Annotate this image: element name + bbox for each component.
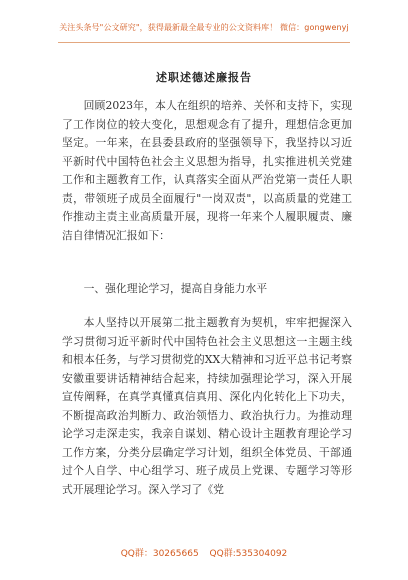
footer-qq-group-1: QQ群：30265665 [120,549,199,559]
footer-qq-group-2: QQ群:535304092 [209,549,288,559]
footer-contact [0,546,408,559]
header-divider [58,42,350,43]
section-paragraph: 本人坚持以开展第二批主题教育为契机，牢牢把握深入学习贯彻习近平新时代中国特色社会主义思想这一主题主线和根本任务，与学习贯彻党的XX大精神和习近平总书记考察安徽重要讲话精神结合起来，持续加强理论学习，深入开展宣传阐释，在真学真懂真信真用、深化内化转化上下功夫，不断提高政治判断力、政治领悟力、政治执行力。为推动理论学习走深走实，我亲自谋划、精心设计主题教育理论学习工作方案，分类分层确定学习计划，组织全体党员、干部通过个人自学、中心组学习、班子成员上党课、专题学习等形式开展理论学习。深入学习了《党 [62,316,352,496]
document-title: 述职述德述廉报告 [156,71,252,84]
intro-paragraph: 回顾2023年，本人在组织的培养、关怀和支持下，实现了工作岗位的较大变化，思想观念有了提升，理想信念更加坚定。一年来，在县委县政府的坚强领导下，我坚持以习近平新时代中国特色社会主义思想为指导，扎实推进机关党建工作和主题教育工作，认真落实全面从严治党第一责任人职责，带领班子成员全面履行"一岗双责"，以高质量的党建工作推动主责主业高质量开展，现将一年来个人履职履责、廉洁自律情况汇报如下： [62,99,352,242]
header-banner: 关注头条号"公文研究"，获得最新最全最专业的公文资料库！ 微信：gongwenyj [59,23,349,32]
section-heading: 一、强化理论学习，提高自身能力水平 [83,282,268,295]
